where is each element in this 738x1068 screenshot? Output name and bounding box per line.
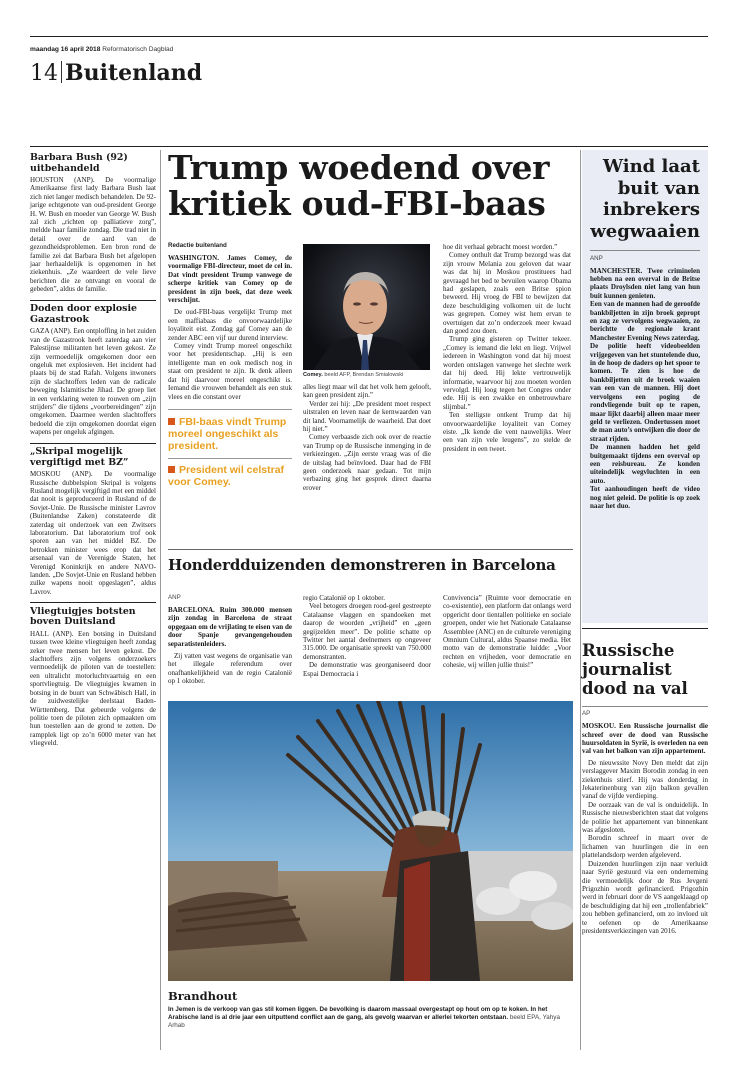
barcelona-headline: Honderdduizenden demonstreren in Barcelona	[168, 556, 556, 574]
page-number: 14	[30, 61, 58, 86]
pull-quote-2: President wil celstraf voor Comey.	[168, 464, 285, 489]
brief-skripal: „Skripal mogelijk vergiftigd met BZ” MOSKOU (ANP). De voormalige Russische dubbelspion Skripal is volgens Rusland mogelijk vergiftigd met een middel dat nooit is geproduceerd in Rusland of de Sovjet-Unie. De Russische minister Lavrov (Buitenlandse Zaken) constateerde dit zaterdag uit onderzoek van een Zwitsers laboratorium. Dat laboratorium trof ook sporen aan van het middel BZ. De betrokken minister wees erop dat het arsenaal van de Verenigde Staten, het Verenigd Koninkrijk en andere NAVO-landen. „De Sovjet-Unie en Rusland hebben zulke wapens nooit opgeslagen”, aldus Lavrov.	[30, 446, 156, 596]
section-title: Buitenland	[65, 60, 203, 86]
wind-article: Wind laat buit van inbrekers wegwaaien ANP MANCHESTER. Twee criminelen hebben na een overval in de Britse plaats Droylsden niet lang van hun buit kunnen genieten. Een van de mannen had de geroofde bankbiljetten in zijn broek gepropt en zag ze vervolgens wegwaaien, zo berichtte de regionale krant Manchester Evening News zaterdag. De politie heeft videobeelden vrijgegeven van het stuntelende duo, in de hoop de daders op het spoor te komen. Te zien is hoe de bankbiljetten uit de broek waaien van een van de mannen. Hij doet vervolgens een poging de rondvliegende buit op te rapen, maar lijkt daarbij alleen maar meer geld te verliezen. Ondertussen moet de man auto’s ontwijken die door de straat rijden. De mannen hadden het geld buitgemaakt tijdens een overval op een reisbureau. Ze konden uiteindelijk wegvluchten in een auto. Tot aanhoudingen heeft de video nog niet geleid. De politie is op zoek naar het duo.	[582, 150, 708, 623]
russ-headline: Russische journalist dood na val	[582, 640, 688, 698]
barcelona-col-1: ANP BARCELONA. Ruim 300.000 mensen zijn zondag in Barcelona de straat opgegaan om de vrijlating te eisen van de door Spanje gevangengehouden separatistenleiders. Zij vatten vast wegens de organisatie van het illegale referendum over onafhankelijkheid van de regio Catalonië op 1 oktober.	[168, 594, 292, 686]
russ-article: Russische journalist dood na val AP MOSKOU. Een Russische journalist die schreef over de dood van Russische huursoldaten in Syrië, is overleden na een val van het balkon van zijn appartement. De nieuwssite Novy Den meldt dat zijn verslaggever Maxim Borodin zondag in een ziekenhuis stierf. Hij was donderdag in Jekaterinenburg van zijn balkon gevallen vanaf de vijfde verdieping. De oorzaak van de val is onduidelijk. In Russische nieuwsberichten staat dat volgens de politie het appartement van binnenkant was afgesloten. Borodin schreef in maart over de lichamen van huurlingen die in een plattelandsdorp werden afgeleverd. Duizenden huurlingen zijn naar verluidt naar Syrië gestuurd via een onderneming die vermoedelijk door de Rus Jevgeni Prigozhin wordt gefinancierd. Prigozhin werd in februari door de VS aangeklaagd op de beschuldiging dat hij een „trollenfabriek” zou hebben gefinancierd, om zo invloed uit te oefenen op de Amerikaanse presidentsverkiezingen van 2016.	[582, 640, 708, 935]
brief-title: „Skripal mogelijk vergiftigd met BZ”	[30, 446, 129, 468]
barcelona-col-3: Convivencia” (Ruimte voor democratie en co-existentie), een platform dat onlangs werd opgericht door tientallen politieke en sociale groepen, onder wie het Nationale Catalaanse Assemblee (ANC) en de culturele vereniging Omnium Cultural, aldus Spaanse media. Het motto van de demonstratie luidde: „Voor rechten en vrijheden, voor democratie en cohesie, wij willen jullie thuis!”	[443, 594, 571, 670]
brief-barbara: Barbara Bush (92) uitbehandeld HOUSTON (ANP). De voormalige Amerikaanse first lady Barbara Bush laat zich niet langer medisch behandelen. De 92-jarige echtgenote van oud-president George H. W. Bush en moeder van George W. Bush zal zich „richten op palliatieve zorg”, meldde haar familie zondag. Die trad niet in detail over de aard van de gezondheidsproblemen. Een bron rond de familie zei dat Barbara Bush het afgelopen jaar herhaaldelijk is opgenomen in het ziekenhuis. „Ze waardeert de vele lieve berichten die ze ontvangt en vooral de gebeden”, aldus de familie.	[30, 152, 156, 294]
left-column	[30, 153, 156, 748]
trump-headline: Trump woedend over kritiek oud-FBI-baas	[168, 148, 550, 223]
article-lead: BARCELONA. Ruim 300.000 mensen zijn zondag in Barcelona de straat opgegaan om de vrijlating te eisen van de door Spanje gevangengehouden separatistenleiders.	[168, 606, 292, 648]
article-lead: MANCHESTER. Twee criminelen hebben na een overval in de Britse plaats Droylsden niet lang van hun buit kunnen genieten.	[590, 266, 700, 300]
article-lead: MOSKOU. Een Russische journalist die schreef over de dood van Russische huursoldaten in Syrië, is overleden na een val van het balkon van zijn appartement.	[582, 722, 708, 756]
page-header	[30, 60, 202, 87]
brief-vliegtuigjes: Vliegtuigjes botsten boven Duitsland HALL (ANP). Een botsing in Duitsland tussen twee kleine vliegtuigen heeft zondag zeker twee mensen het leven gekost. De slachtoffers zijn volgens onderzoekers vermoedelijk de piloten van de toestellen: een ultralicht motorluchtvaartuig en een sportvliegtuig. De vliegtuigjes kwamen in botsing in de buurt van Schwäbisch Hall, in de zuidwestelijke deelstaat Baden-Württemberg. Dat gebeurde volgens de politie toen de piloten zich opmaakten om hun toestellen aan de grond te zetten. De rampplek ligt op zo’n 6000 meter van het vliegveld.	[30, 605, 156, 748]
paper-name: Reformatorisch Dagblad	[102, 46, 174, 53]
trump-col-2: alles liegt maar wil dat het volk hem gelooft, kan geen president zijn.” Verder zei hij: „De president moet respect uitstralen en leven naar de kernwaarden van dit land. Voornamelijk de waarheid. Dat doet hij niet.” Comey verbaasde zich ook over de reactie van Trump op de Russische inmenging in de verkiezingen. „Zijn eerste vraag was of die de uitslag had beïnvloed. Daar had de FBI geen onderzoek naar gedaan. Tot mijn verbazing ging het gesprek direct daarna erover	[303, 383, 431, 492]
firewood-photo	[168, 701, 573, 981]
page-date	[30, 46, 173, 53]
brief-title: Barbara Bush (92) uitbehandeld	[30, 152, 128, 174]
trump-col-1: Redactie buitenland WASHINGTON. James Comey, de voormalige FBI-directeur, moet de cel in. Dat vindt president Trump vanwege de scherpe kritiek van Comey op de president in zijn boek, dat deze week verschijnt. De oud-FBI-baas vergelijkt Trump met een maffiabaas die onvoorwaardelijke loyaliteit eist. Zondag gaf Comey aan de zender ABC een vijf uur durend interview. Comey vindt Trump moreel ongeschikt voor het presidentschap. „Hij is een intelligente man en ook medisch nog in staat om president te zijn. Ik denk alleen dat hij daarvoor moreel ongeschikt is. Iemand die vrouwen behandelt als een stuk vlees en die constant over FBI-baas vindt Trump moreel ongeschikt als president. President wil celstraf voor Comey.	[168, 242, 292, 489]
comey-caption: Comey. beeld AFP, Brendan Smialowski	[303, 372, 404, 378]
wind-headline: Wind laat buit van inbrekers wegwaaien	[590, 156, 700, 242]
photo-caption: In Jemen is de verkoop van gas stil komen liggen. De bevolking is daarom massaal overgestapt op hout om op te koken. In het Arabische land is al drie jaar een uitputtend conflict aan de gang, als gevolg waarvan er allerlei tekorten ontstaan. beeld EPA, Yahya Arhab	[168, 1006, 560, 1030]
brief-title: Doden door explosie Gazastrook	[30, 303, 137, 325]
comey-photo	[303, 244, 430, 370]
byline: ANP	[590, 254, 603, 262]
date-text: maandag 16 april 2018	[30, 46, 101, 53]
brief-gaza: Doden door explosie Gazastrook GAZA (ANP). Een ontploffing in het zuiden van de Gazastrook heeft zaterdag aan vier Palestijnse militanten het leven gekost. Ze zijn vermoedelijk omgekomen door een ongeluk met explosieven. Het incident had plaats bij de stad Rafah. Volgens inwoners zijn de slachtoffers leden van de radicale beweging Islamitische Jihad. De groep liet in een verklaring weten te rouwen om „zijn strijders” die tijdens „voorbereidingen” zijn omgekomen. Daarmee werden slachtoffers bedoeld die zijn omgekomen doordat eigen wapens per ongeluk afgingen.	[30, 303, 156, 437]
barcelona-col-2: regio Catalonië op 1 oktober. Veel betogers droegen rood-geel gestreepte Catalaanse vlaggen en spandoeken met daarop de woorden „vrijheid” en „geen gegijzelden meer”. De politie schatte op Twitter het aantal deelnemers op ongeveer 315.000. De organisatie spreekt van 750.000 demonstranten. De demonstratie was georganiseerd door Espai Democracia i	[303, 594, 431, 678]
brief-title: Vliegtuigjes botsten boven Duitsland	[30, 605, 136, 628]
pull-quote-1: FBI-baas vindt Trump moreel ongeschikt als president.	[168, 415, 287, 452]
photo-title: Brandhout	[168, 989, 238, 1003]
byline: AP	[582, 710, 591, 718]
trump-col-3: hoe dit verhaal gebracht moest worden.” Comey onthult dat Trump bezorgd was dat zijn vrouw Melania zou geloven dat waar was dat hij in Moskou prostituees had gevraagd het bed te bevuilen waarop Obama had geslapen, zoals een Britse spion beweerd. Hij vroeg de FBI te bewijzen dat deze beschuldiging volkomen uit de lucht was gegrepen. Comey wist hem ervan te overtuigen dat zo’n onderzoek meer kwaad dan goed zou doen. Trump ging gisteren op Twitter tekeer. „Comey is iemand die lekt en liegt. Vrijwel iedereen in Washington vond dat hij moest worden ontslagen vanwege het slechte werk dat hij deed. Hij lekte vertrouwelijk informatie, waarvoor hij zou moeten worden vervolgd. Hij loog tegen het Congres onder ede. Hij is een zwakke en onbetrouwbare slijmbal.” Ten stelligste ontkent Trump dat hij onvoorwaardelijke loyaliteit van Comey eiste. „Ik kende die vent nauwelijks. Weer een van zijn vele leugens”, zo stelde de president in een tweet.	[443, 243, 571, 453]
byline: Redactie buitenland	[168, 242, 227, 249]
article-lead: WASHINGTON. James Comey, de voormalige FBI-directeur, moet de cel in. Dat vindt president Trump vanwege de scherpe kritiek van Comey op de president in zijn boek, dat deze week verschijnt.	[168, 254, 292, 305]
byline: ANP	[168, 594, 181, 601]
